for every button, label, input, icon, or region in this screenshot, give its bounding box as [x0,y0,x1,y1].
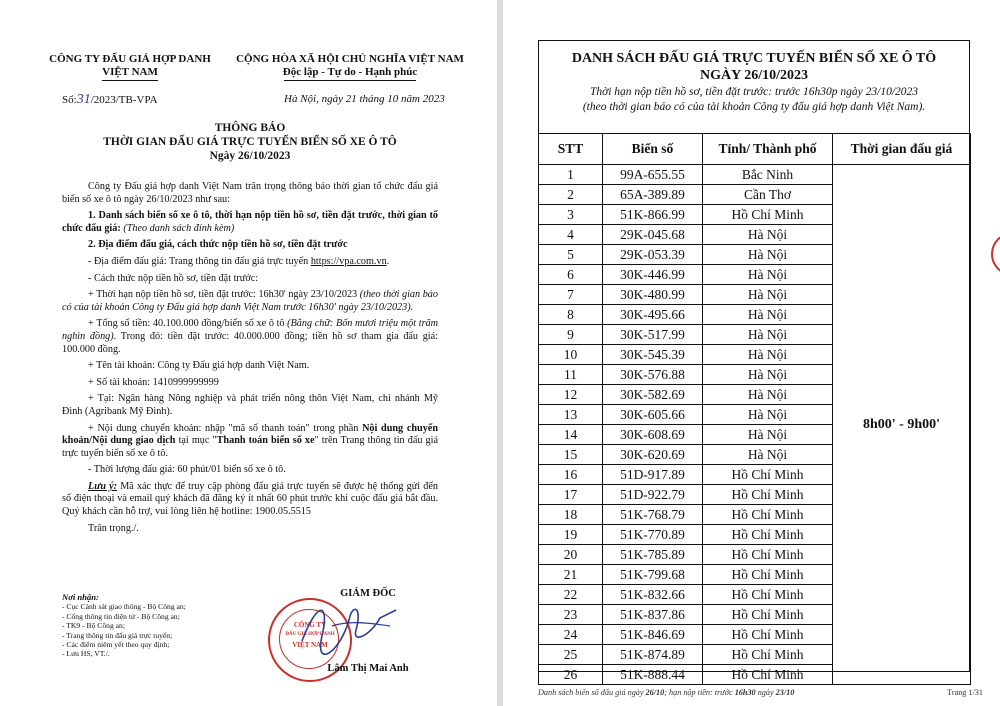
plate-number: 30K-605.66 [603,405,703,425]
plate-number: 30K-608.69 [603,425,703,445]
plate-number: 30K-495.66 [603,305,703,325]
plate-number: 51K-888.44 [603,665,703,685]
row-number: 9 [539,325,603,345]
plate-number: 51D-917.89 [603,465,703,485]
total-amount: + Tổng số tiền: 40.100.000 đồng/biển số xe ô tô (Bằng chữ: Bốn mươi triệu một trăm nghìn đồng). Trong đó: tiền đặt trước: 40.000.000 đồng; tiền hồ sơ tham gia đấu giá: 100.000 đồng. [62,318,438,355]
row-number: 12 [539,385,603,405]
row-number: 20 [539,545,603,565]
account-name: + Tên tài khoản: Công ty Đấu giá hợp danh Việt Nam. [88,360,310,372]
plate-number: 51D-922.79 [603,485,703,505]
payment-method: - Cách thức nộp tiền hồ sơ, tiền đặt trước: [88,272,259,284]
transfer-content: + Nội dung chuyển khoản: nhập "mã số thanh toán" trong phần Nội dung chuyển khoản/Nội dung giao dịch tại mục "Thanh toán biển số xe" trên Trang thông tin đấu giá trực tuyến biển số xe ô tô. [62,422,438,459]
list-title: DANH SÁCH ĐẤU GIÁ TRỰC TUYẾN BIỂN SỐ XE Ô TÔ [571,51,937,66]
recipients-block [62,593,262,659]
plate-number: 51K-832.66 [603,585,703,605]
province-city: Hà Nội [703,365,833,385]
province-city: Hồ Chí Minh [703,465,833,485]
recipient-item: - Các điểm niêm yết theo quy định; [62,640,170,650]
row-number: 23 [539,605,603,625]
row-number: 1 [539,165,603,185]
vpa-link[interactable]: https://vpa.com.vn [310,255,387,267]
province-city: Hà Nội [703,285,833,305]
stamp-text: CÔNG TY ĐẤU GIÁ HỢP DANH VIỆT NAM [285,621,335,649]
row-number: 6 [539,265,603,285]
province-city: Hồ Chí Minh [703,505,833,525]
row-number: 17 [539,485,603,505]
plate-number: 51K-866.99 [603,205,703,225]
row-number: 19 [539,525,603,545]
plate-number: 30K-480.99 [603,285,703,305]
national-motto: Độc lập - Tự do - Hạnh phúc [282,66,418,78]
plate-number: 99A-655.55 [603,165,703,185]
notice-title: THÔNG BÁO [214,122,286,134]
recipient-item: - Lưu HS, VT./. [62,649,110,659]
note: Lưu ý: Mã xác thực để truy cập phòng đấu giá trực tuyến sẽ được hệ thống gửi đến số điện thoại và email quý khách đã đăng ký ít nhất 60 phút trước khi cuộc đấu giá bắt đầu. Quý khách cần hỗ trợ, vui lòng liên hệ hotline: 1900.05.5515 [62,480,438,518]
province-city: Hà Nội [703,345,833,365]
province-city: Hà Nội [703,385,833,405]
regards: Trân trọng./. [88,522,139,534]
notice-body [62,181,438,539]
row-number: 14 [539,425,603,445]
recipient-item: - Cục Cảnh sát giao thông - Bộ Công an; [62,602,186,612]
list-deadline: Thời hạn nộp tiền hồ sơ, tiền đặt trước: trước 16h30p ngày 23/10/2023 [589,86,919,98]
province-city: Hồ Chí Minh [703,665,833,685]
province-city: Hà Nội [703,405,833,425]
row-number: 8 [539,305,603,325]
list-date: NGÀY 26/10/2023 [700,68,808,83]
province-city: Hồ Chí Minh [703,585,833,605]
bank-name: + Tại: Ngân hàng Nông nghiệp và phát triển nông thôn Việt Nam, chi nhánh Mỹ Đình (Agribank Mỹ Đình). [62,393,438,417]
signer-title: GIÁM ĐỐC [340,588,396,599]
row-number: 2 [539,185,603,205]
plate-number: 51K-874.89 [603,645,703,665]
plate-list-page [503,0,1000,706]
province-city: Hà Nội [703,445,833,465]
row-number: 18 [539,505,603,525]
national-header [230,53,470,81]
recipient-item: - TK9 - Bộ Công an; [62,621,125,631]
row-number: 13 [539,405,603,425]
row-number: 24 [539,625,603,645]
column-header: Thời gian đấu giá [833,134,971,165]
account-number: + Số tài khoản: 1410999999999 [88,376,219,388]
plate-number: 30K-620.69 [603,445,703,465]
row-number: 4 [539,225,603,245]
province-city: Hồ Chí Minh [703,205,833,225]
place-date: Hà Nội, ngày 21 tháng 10 năm 2023 [284,93,445,105]
notice-subtitle: THỜI GIAN ĐẤU GIÁ TRỰC TUYẾN BIỂN SỐ XE Ô TÔ [103,136,397,148]
province-city: Hà Nội [703,225,833,245]
province-city: Hà Nội [703,325,833,345]
auction-time-cell: 8h00' - 9h00' [833,165,971,685]
row-number: 11 [539,365,603,385]
row-number: 7 [539,285,603,305]
plate-number: 51K-785.89 [603,545,703,565]
recipients-label: Nơi nhận: [62,592,99,602]
province-city: Hà Nội [703,245,833,265]
plate-number: 51K-799.68 [603,565,703,585]
recipient-item: - Cổng thông tin điện tử - Bộ Công an; [62,611,180,621]
table-header-row [539,134,971,165]
plate-number: 29K-053.39 [603,245,703,265]
row-number: 3 [539,205,603,225]
plate-number: 65A-389.89 [603,185,703,205]
payment-deadline: + Thời hạn nộp tiền hồ sơ, tiền đặt trước: 16h30' ngày 23/10/2023 (theo thời gian báo có của tài khoản Công ty Đấu giá hợp danh Việt Nam trước 16h30' ngày 23/10/2023). [62,289,438,313]
recipient-item: - Trang thông tin đấu giá trực tuyến; [62,630,173,640]
row-number: 5 [539,245,603,265]
plate-number: 30K-545.39 [603,345,703,365]
column-header: STT [539,134,603,165]
column-header: Tỉnh/ Thành phố [703,134,833,165]
plate-number: 30K-576.88 [603,365,703,385]
plate-number: 51K-837.86 [603,605,703,625]
intro-paragraph: Công ty Đấu giá hợp danh Việt Nam trân trọng thông báo thời gian tổ chức đấu giá biển số xe ô tô ngày 26/10/2023 như sau: [62,181,438,205]
row-number: 16 [539,465,603,485]
province-city: Hồ Chí Minh [703,605,833,625]
company-name-line-1: CÔNG TY ĐẤU GIÁ HỢP DANH [49,53,211,65]
province-city: Hà Nội [703,265,833,285]
province-city: Hà Nội [703,305,833,325]
plate-number: 30K-582.69 [603,385,703,405]
province-city: Hồ Chí Minh [703,565,833,585]
province-city: Hồ Chí Minh [703,525,833,545]
province-city: Hồ Chí Minh [703,485,833,505]
signature [292,596,412,656]
list-deadline-note: (theo thời gian báo có của tài khoản Công ty đấu giá hợp danh Việt Nam). [582,101,926,113]
province-city: Hồ Chí Minh [703,545,833,565]
notice-title-block [40,121,460,163]
plate-table [538,133,971,685]
plate-number: 51K-770.89 [603,525,703,545]
province-city: Cần Thơ [703,185,833,205]
row-number: 15 [539,445,603,465]
plate-list-frame [538,40,970,682]
column-header: Biển số [603,134,703,165]
company-name [36,53,224,81]
row-number: 21 [539,565,603,585]
handwritten-number: 31 [76,92,91,107]
plate-number: 51K-768.79 [603,505,703,525]
row-number: 10 [539,345,603,365]
section-1: 1. Danh sách biển số xe ô tô, thời hạn nộp tiền hồ sơ, tiền đặt trước, thời gian tổ chức đấu giá: (Theo danh sách đính kèm) [62,210,438,234]
plate-rows [539,165,971,685]
company-underline [102,80,158,81]
document-number: Số:31/2023/TB-VPA [62,92,158,107]
province-city: Bắc Ninh [703,165,833,185]
row-number: 25 [539,645,603,665]
notice-subtitle-date: Ngày 26/10/2023 [209,150,291,162]
table-row [539,165,971,185]
motto-underline [284,80,416,81]
province-city: Hà Nội [703,425,833,445]
auction-duration: - Thời lượng đấu giá: 60 phút/01 biển số xe ô tô. [88,464,286,476]
section-2: 2. Địa điểm đấu giá, cách thức nộp tiền hồ sơ, tiền đặt trước [88,239,348,251]
stamp-fragment [991,232,1000,276]
page-footer: Danh sách biển số đấu giá ngày 26/10; hạn nộp tiền: trước 16h30 ngày 23/10 [538,688,795,697]
country-name: CỘNG HÒA XÃ HỘI CHỦ NGHĨA VIỆT NAM [236,53,464,65]
row-number: 26 [539,665,603,685]
notice-page [0,0,497,706]
plate-number: 51K-846.69 [603,625,703,645]
auction-location: - Địa điểm đấu giá: Trang thông tin đấu giá trực tuyến https://vpa.com.vn. [88,255,390,267]
row-number: 22 [539,585,603,605]
plate-number: 29K-045.68 [603,225,703,245]
plate-number: 30K-517.99 [603,325,703,345]
signer-name: Lâm Thị Mai Anh [327,663,409,674]
province-city: Hồ Chí Minh [703,645,833,665]
province-city: Hồ Chí Minh [703,625,833,645]
plate-number: 30K-446.99 [603,265,703,285]
page-number: Trang 1/31 [947,688,983,697]
company-name-line-2: VIỆT NAM [102,66,158,78]
